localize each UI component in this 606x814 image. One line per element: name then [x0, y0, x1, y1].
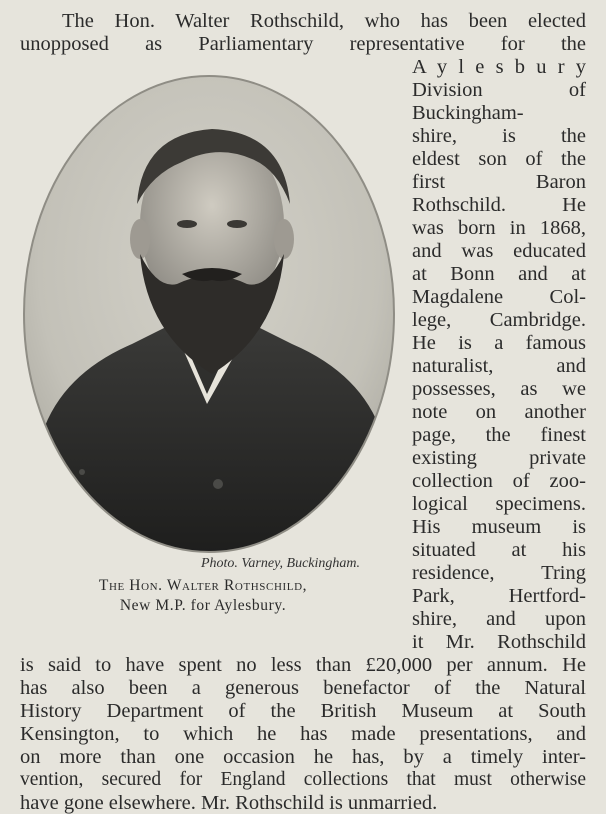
- article-line: situated at his: [412, 539, 586, 561]
- article-line: Division of: [412, 79, 586, 101]
- article-line: vention, secured for England collections that must otherwise: [20, 769, 586, 790]
- article-line: first Baron: [412, 171, 586, 193]
- article-line: His museum is: [412, 516, 586, 538]
- article-line: it Mr. Rothschild: [412, 631, 586, 653]
- article-line: Park, Hertford-: [412, 585, 586, 607]
- article-line: The Hon. Walter Rothschild, who has been elected: [62, 10, 586, 32]
- article-line-last: have gone elsewhere. Mr. Rothschild is unmarried.: [20, 792, 438, 814]
- article-line: residence, Tring: [412, 562, 586, 584]
- article-line: is said to have spent no less than £20,000 per annum. He: [20, 654, 586, 676]
- article-line: Buckingham-: [412, 102, 524, 124]
- article-line: existing private: [412, 447, 586, 469]
- article-line: eldest son of the: [412, 148, 586, 170]
- portrait-photo: [22, 74, 396, 554]
- caption-title: New M.P. for Aylesbury.: [119, 597, 287, 614]
- article-line: Magdalene Col-: [412, 286, 586, 308]
- article-line: possesses, as we: [412, 378, 586, 400]
- article-line: at Bonn and at: [412, 263, 586, 285]
- article-line: shire, is the: [412, 125, 586, 147]
- article-line: was born in 1868,: [412, 217, 586, 239]
- article-line: History Department of the British Museum at South: [20, 700, 586, 722]
- article-line: unopposed as Parliamentary representative for the: [20, 33, 586, 55]
- article-line: Kensington, to which he has made presentations, and: [20, 723, 586, 745]
- article-line: collection of zoo-: [412, 470, 586, 492]
- article-line: lege, Cambridge.: [412, 309, 586, 331]
- caption-name: The Hon. Walter Rothschild,: [98, 577, 308, 594]
- article-line: naturalist, and: [412, 355, 586, 377]
- article-line: and was educated: [412, 240, 586, 262]
- article-line: logical specimens.: [412, 493, 586, 515]
- article-line: on more than one occasion he has, by a timely inter-: [20, 746, 586, 768]
- photo-credit: Photo. Varney, Buckingham.: [200, 556, 360, 571]
- article-line: shire, and upon: [412, 608, 586, 630]
- article-line: He is a famous: [412, 332, 586, 354]
- article-line: Rothschild. He: [412, 194, 586, 216]
- article-line: A y l e s b u r y: [412, 56, 586, 78]
- portrait-caption: [20, 576, 386, 616]
- article-line: has also been a generous benefactor of the Natural: [20, 677, 586, 699]
- article-line: page, the finest: [412, 424, 586, 446]
- article-line: note on another: [412, 401, 586, 423]
